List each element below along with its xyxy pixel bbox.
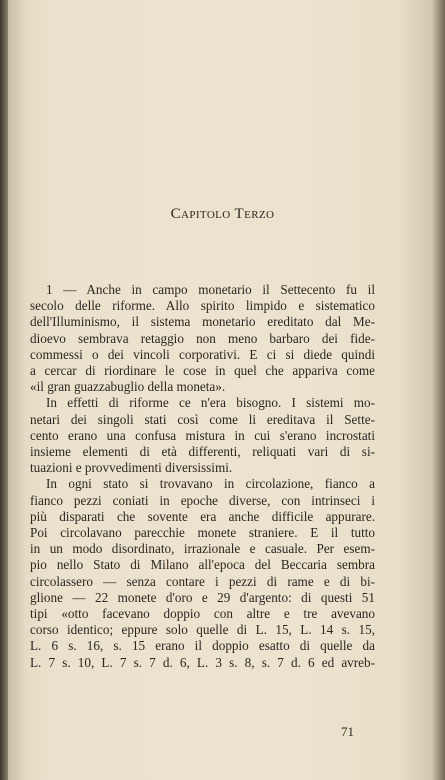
- text-line: netari dei singoli stati così come li ereditava il Sette-: [30, 411, 375, 427]
- text-line: glione — 22 monete d'oro e 29 d'argento: di questi 51: [30, 589, 375, 605]
- text-line: in un modo disordinato, irrazionale e casuale. Per esem-: [30, 541, 375, 557]
- text-line: circolassero — senza contare i pezzi di rame e di bi-: [30, 573, 375, 589]
- body-text: [30, 282, 375, 671]
- text-line: In effetti di riforme ce n'era bisogno. I sistemi mo-: [46, 395, 375, 411]
- text-line: a cercar di riordinare le cose in quel che appariva come: [30, 363, 375, 379]
- text-line: corso identico; eppure solo quelle di L. 15, L. 14 s. 15,: [30, 622, 375, 638]
- text-line: cento erano una confusa mistura in cui s'erano incrostati: [30, 427, 375, 443]
- text-line: 1 — Anche in campo monetario il Settecento fu il: [46, 282, 375, 297]
- text-line: tuazioni e provvedimenti diversissimi.: [30, 460, 233, 476]
- text-line: pio nello Stato di Milano all'epoca del Beccaria sembra: [30, 557, 375, 573]
- text-line: fianco pezzi coniati in epoche diverse, con intrinseci i: [30, 492, 375, 508]
- text-line: dell'Illuminismo, il sistema monetario ereditato dal Me-: [30, 314, 375, 330]
- text-line: L. 7 s. 10, L. 7 s. 7 d. 6, L. 3 s. 8, s. 7 d. 6 ed avreb-: [30, 654, 375, 670]
- chapter-title: Capitolo Terzo: [170, 206, 275, 222]
- text-line: In ogni stato si trovavano in circolazione, fianco a: [46, 476, 375, 492]
- text-line: più disparati che sovente era anche difficile appurare.: [30, 508, 375, 524]
- text-line: Poi circolavano parecchie monete straniere. E il tutto: [30, 525, 375, 541]
- text-line: «il gran guazzabuglio della moneta».: [30, 379, 226, 395]
- text-line: tipi «otto facevano doppio con altre e tre avevano: [30, 606, 375, 622]
- text-line: insieme elementi di età differenti, reliquati vari di si-: [30, 444, 375, 460]
- book-spine-shadow: [0, 0, 8, 780]
- page-number: 71: [341, 724, 354, 739]
- text-line: commessi o dei vincoli corporativi. E ci si diede quindi: [30, 346, 375, 362]
- text-line: dioevo sembrava retaggio non meno barbaro dei fide-: [30, 330, 375, 346]
- text-line: L. 6 s. 16, s. 15 erano il doppio esatto di quelle da: [30, 638, 375, 654]
- text-line: secolo delle riforme. Allo spirito limpido e sistematico: [30, 298, 375, 314]
